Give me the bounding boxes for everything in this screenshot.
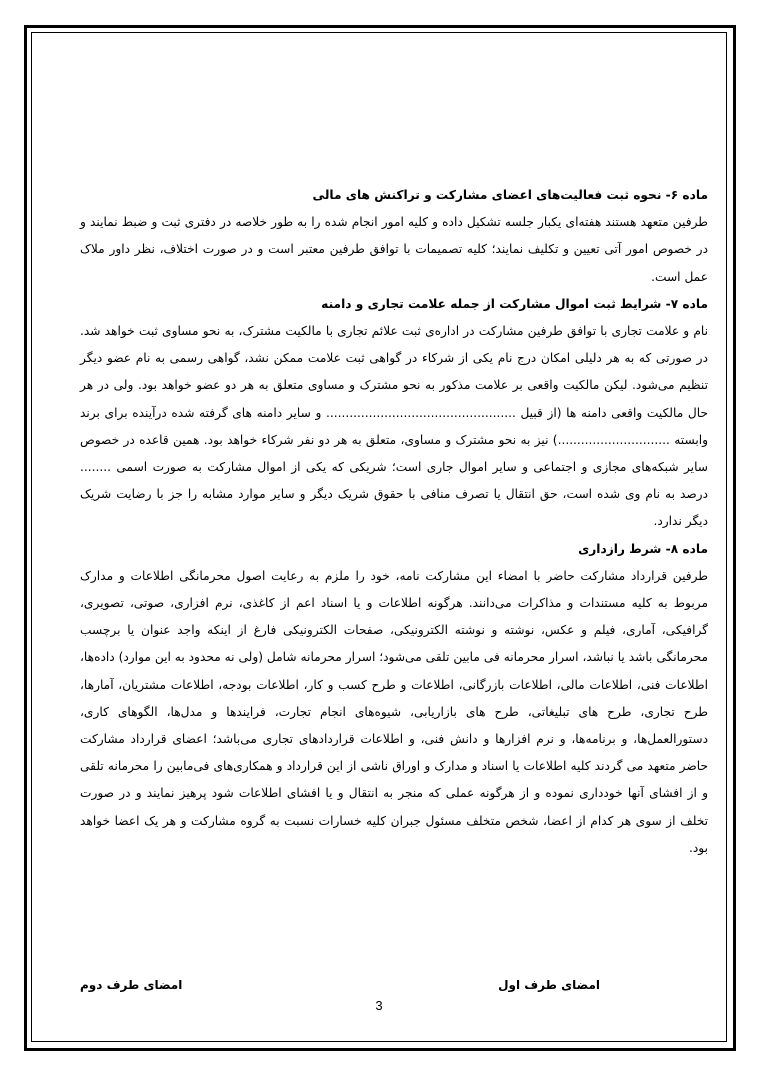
section-7-body: نام و علامت تجاری با توافق طرفین مشارکت در اداره‌ی ثبت علائم تجاری با مالکیت مشترک، به نحو مساوی ثبت خواهد شد. در صورتی که به هر دلیلی امکان درج نام یکی از شرکاء در گواهی ثبت علامت ممکن نشد، گواهی رسمی به نام عضو دیگر تنظیم می‌شود. لیکن مالکیت واقعی بر علامت مذکور به نحو مشترک و مساوی متعلق به هر دو عضو خواهد بود. ولی در هر حال مالکیت واقعی دامنه ها (از قبیل ................................................. و سایر دامنه های گرفته شده درآینده برای برند وابسته .............................) نیز به نحو مشترک و مساوی، متعلق به هر دو نفر شرکاء خواهد بود. همین قاعده در خصوص سایر شبکه‌های مجازی و اجتماعی و سایر اموال جاری است؛ شریکی که یکی از اموال مشارکت به صورت اسمی ........ درصد به نام وی شده است، حق انتقال یا تصرف منافی با حقوق شریک دیگر و سایر موارد مشابه را جز با رضایت شریک دیگر ندارد. bbox=[80, 324, 708, 529]
page-number: 3 bbox=[375, 998, 383, 1013]
signature-second-party: امضای طرف دوم bbox=[80, 978, 183, 992]
section-8-body: طرفین قرارداد مشارکت حاضر با امضاء این مشارکت نامه، خود را ملزم به رعایت اصول محرمانگی اطلاعات و مدارک مربوط به کلیه مستندات و مذاکرات می‌دانند. هرگونه اطلاعات و یا اسناد اعم از کاغذی، نرم افزاری، صوتی، تصویری، گرافیکی، آماری، فیلم و عکس، نوشته و نوشته الکترونیکی، صفحات الکترونیکی فارغ از اینکه واجد عنوان یا برچسب محرمانگی باشد یا نباشد، اسرار محرمانه فی مابین تلقی می‌شود؛ اسرار محرمانه شامل (ولی نه محدود به این موارد) داده‌ها، اطلاعات فنی، اطلاعات مالی، اطلاعات بازرگانی، اطلاعات و طرح کسب و کار، اطلاعات بودجه، اطلاعات مشتریان، آمارها، طرح تجاری، طرح های تبلیغاتی، طرح های بازاریابی، شیوه‌های انجام تجارت، فرایندها و مدل‌ها، الگوهای کاری، دستورالعمل‌ها، و برنامه‌ها، و نرم افزارها و دانش فنی، و اطلاعات قراردادهای تجاری می‌باشد؛ اعضای قرارداد مشارکت حاضر متعهد می گردند کلیه اطلاعات یا اسناد و مدارک و اوراق ناشی از این قرارداد و همکاری‌های فی‌مابین را محرمانه تلقی و از افشای آنها خودداری نموده و از هرگونه عملی که منجر به انتقال و یا افشای اطلاعات شود پرهیز نمایند و در صورت تخلف از سوی هر کدام از اعضا، شخص متخلف مسئول جبران کلیه خسارات نسبت به گروه مشارکت و هر یک اعضا خواهد بود. bbox=[80, 568, 708, 855]
signature-first-party: امضای طرف اول bbox=[498, 978, 600, 992]
signature-row bbox=[80, 978, 640, 998]
section-6-body: طرفین متعهد هستند هفته‌ای یکبار جلسه تشکیل داده و کلیه امور انجام شده را به طور خلاصه در دفتری ثبت و ضبط نمایند و در خصوص امور آتی تعیین و تکلیف نمایند؛ کلیه تصمیمات با توافق طرفین معتبر است و در صورت اختلاف، نظر داور ملاک عمل است. bbox=[80, 215, 708, 284]
section-7-heading: ماده ۷- شرایط ثبت اموال مشارکت از جمله علامت تجاری و دامنه bbox=[321, 296, 708, 311]
section-8-heading: ماده ۸- شرط رازداری bbox=[578, 541, 708, 556]
document-body bbox=[80, 182, 708, 862]
section-6-heading: ماده ۶- نحوه ثبت فعالیت‌های اعضای مشارکت و تراکنش های مالی bbox=[312, 188, 708, 202]
